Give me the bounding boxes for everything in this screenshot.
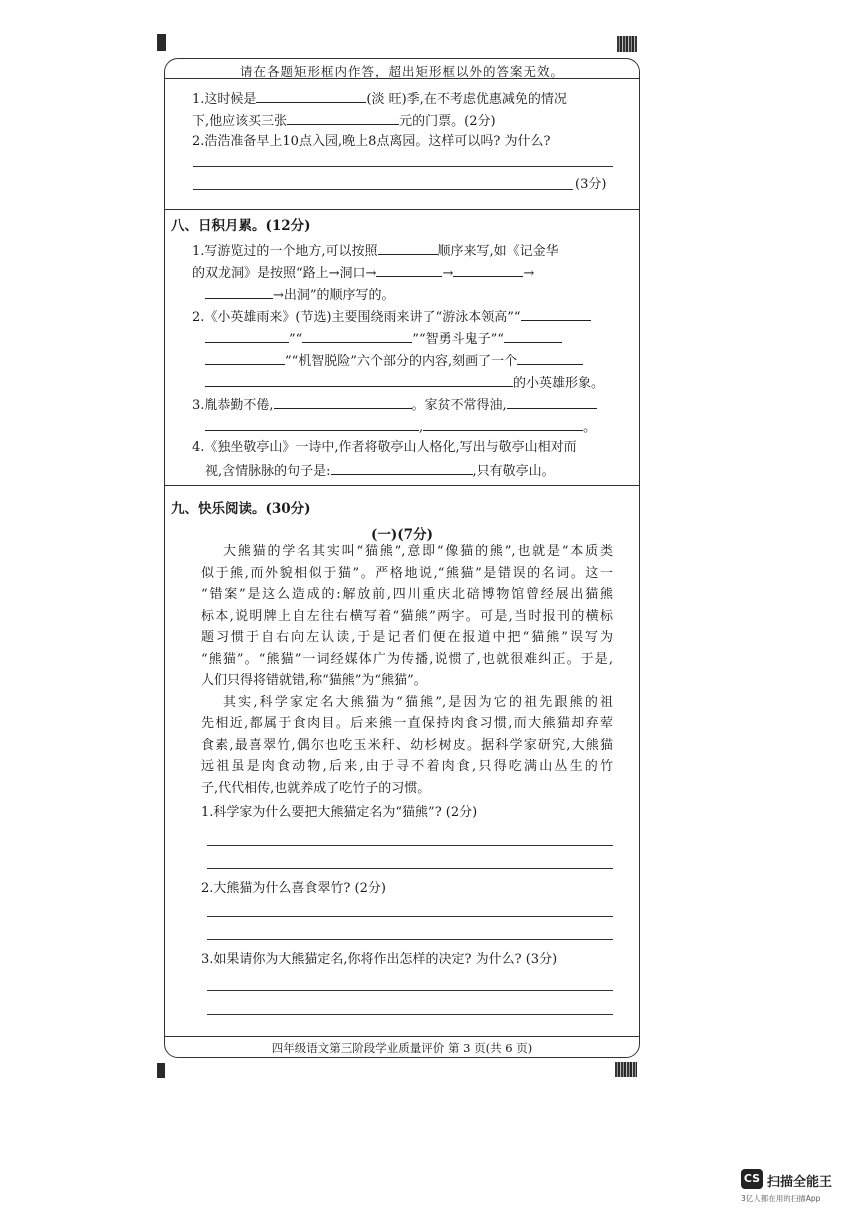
blank-8-3-b[interactable]	[507, 396, 597, 409]
blank-7-1-season[interactable]	[256, 90, 366, 103]
registration-mark-top-left	[157, 34, 166, 51]
passage-title: (一)(7分)	[371, 527, 433, 543]
question-8-2-line-1: 2.《小英雄雨来》(节选)主要围绕雨来讲了“游泳本领高”“	[192, 308, 591, 323]
question-7-2: 2.浩浩准备早上10点入园,晚上8点离园。这样可以吗? 为什么?	[192, 134, 551, 149]
scanner-tagline: 3亿人都在用的扫描App	[741, 1194, 821, 1203]
blank-8-2-hero-a[interactable]	[517, 352, 583, 365]
passage-line: 大熊猫的学名其实叫“猫熊”,意即“像猫的熊”,也就是“本质类	[223, 544, 613, 559]
question-7-2-score: (3分)	[575, 177, 607, 192]
question-9-2: 2.大熊猫为什么喜食翠竹? (2分)	[201, 881, 386, 896]
page-footer: 四年级语文第三阶段学业质量评价 第 3 页(共 6 页)	[271, 1041, 533, 1055]
question-8-4-line-1: 4.《独坐敬亭山》一诗中,作者将敬亭山人格化,写出与敬亭山相对而	[192, 440, 577, 455]
question-9-3: 3.如果请你为大熊猫定名,你将作出怎样的决定? 为什么? (3分)	[201, 952, 558, 967]
question-7-1-line-1: 1.这时候是 (淡 旺)季,在不考虑优惠减免的情况	[192, 92, 567, 107]
question-7-1-line-2: 下,他应该买三张 元的门票。(2分)	[192, 114, 496, 129]
blank-8-1-route-2[interactable]	[453, 264, 523, 277]
question-8-1-line-1: 1.写游览过的一个地方,可以按照 顺序来写,如《记金华	[192, 244, 559, 259]
blank-7-1-ticket-price[interactable]	[287, 112, 399, 125]
blank-8-3-c[interactable]	[205, 418, 419, 431]
scanner-brand-name: 扫描全能王	[767, 1175, 833, 1190]
question-8-2-line-3: ”“机智脱险”六个部分的内容,刻画了一个	[205, 352, 583, 367]
blank-8-2-part-c[interactable]	[302, 330, 412, 343]
question-9-1: 1.科学家为什么要把大熊猫定名为“猫熊”? (2分)	[201, 805, 478, 820]
question-8-1-line-2: 的双龙洞》是按照“路上→洞口→ → →	[192, 266, 535, 281]
blank-8-2-hero-b[interactable]	[205, 374, 513, 387]
question-8-2-line-2: ”“ ”“智勇斗鬼子”“	[205, 330, 562, 345]
passage-line: “错案”是这么造成的:解放前,四川重庆北碚博物馆曾经展出猫熊	[201, 587, 613, 602]
header-divider	[165, 78, 639, 79]
answer-line-9-2-a[interactable]	[207, 916, 613, 917]
blank-8-1-route-1[interactable]	[376, 264, 442, 277]
answer-line-9-1-a[interactable]	[207, 845, 613, 846]
registration-code-top-right	[617, 36, 637, 52]
answer-line-9-3-a[interactable]	[207, 990, 613, 991]
footer-divider	[165, 1036, 639, 1037]
blank-8-2-part-e[interactable]	[205, 352, 285, 365]
blank-8-2-part-b[interactable]	[205, 330, 289, 343]
answer-line-7-2-b[interactable]	[193, 189, 573, 190]
blank-8-2-part-a[interactable]	[521, 308, 591, 321]
answer-line-9-1-b[interactable]	[207, 868, 613, 869]
section-divider-8-9	[165, 485, 639, 486]
section-8-title: 八、日积月累。(12分)	[171, 218, 311, 234]
passage-line: 远祖虽是肉食动物,后来,由于寻不着肉食,只得吃满山丛生的竹	[201, 759, 613, 774]
section-9-title: 九、快乐阅读。(30分)	[171, 501, 311, 517]
passage-line: 题习惯于自右向左认读,于是记者们便在报道中把“猫熊”误写为	[201, 630, 613, 645]
question-8-1-line-3: →出洞”的顺序写的。	[205, 286, 395, 301]
header-notice: 请在各题矩形框内作答，超出矩形框以外的答案无效。	[239, 64, 564, 79]
blank-8-3-a[interactable]	[274, 396, 412, 409]
answer-line-7-2-a[interactable]	[193, 166, 613, 167]
passage-line: “熊猫”。“熊猫”一词经媒体广为传播,说惯了,也就很难纠正。于是,	[201, 651, 613, 667]
question-8-3-line-1: 3.胤恭勤不倦, 。家贫不常得油,	[192, 396, 597, 411]
passage-line: 标本,说明牌上自左往右横写着“猫熊”两字。可是,当时报刊的横标	[201, 608, 613, 624]
blank-8-1-order[interactable]	[378, 242, 438, 255]
passage-line: 其实,科学家定名大熊猫为“猫熊”,是因为它的祖先跟熊的祖	[223, 694, 613, 710]
passage-line: 先相近,都属于食肉目。后来熊一直保持肉食习惯,而大熊猫却弃荤	[201, 716, 613, 731]
question-8-2-line-4: 的小英雄形象。	[205, 374, 604, 389]
answer-line-9-2-b[interactable]	[207, 939, 613, 940]
passage-line: 食素,最喜翠竹,偶尔也吃玉米秆、幼杉树皮。据科学家研究,大熊猫	[201, 737, 613, 753]
blank-8-2-part-d[interactable]	[504, 330, 562, 343]
registration-mark-bottom-left	[157, 1063, 165, 1078]
passage-line: 人们只得将错就错,称“猫熊”为“熊猫”。	[201, 673, 427, 688]
passage-line: 子,代代相传,也就养成了吃竹子的习惯。	[201, 780, 431, 796]
scanner-logo-icon: CS	[741, 1169, 763, 1189]
question-8-4-line-2: 视,含情脉脉的句子是: ,只有敬亭山。	[205, 464, 555, 479]
scanner-watermark	[741, 1167, 851, 1207]
blank-8-3-d[interactable]	[423, 418, 583, 431]
section-divider-7-8	[165, 209, 639, 210]
registration-code-bottom-right	[615, 1062, 637, 1077]
question-8-3-line-2: , 。	[205, 418, 596, 433]
blank-8-1-route-3[interactable]	[205, 286, 273, 299]
answer-sheet-frame	[164, 58, 640, 1058]
answer-line-9-3-b[interactable]	[207, 1014, 613, 1015]
passage-line: 似于熊,而外貌相似于猫”。严格地说,“熊猫”是错误的名词。这一	[201, 565, 613, 581]
blank-8-4-poem-line[interactable]	[331, 462, 473, 475]
